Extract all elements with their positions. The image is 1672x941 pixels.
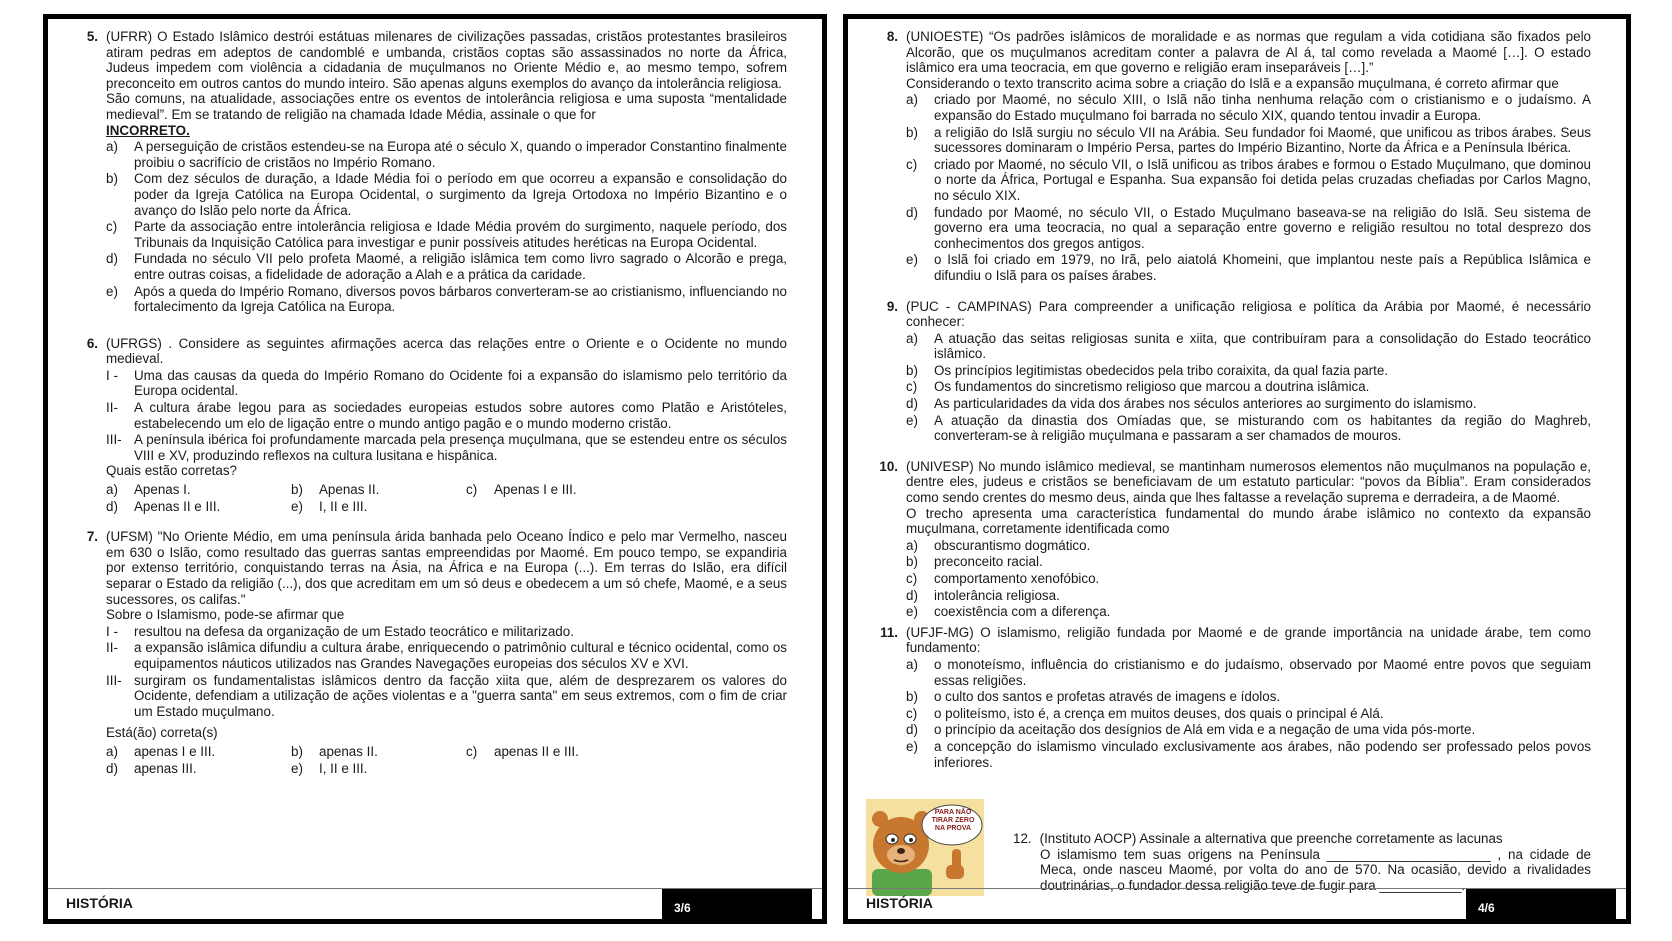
option-letter: c) (106, 219, 118, 235)
question-stem: (UFSM) "No Oriente Médio, em uma península árida banhada pelo Oceano Índico e pelo mar Vermelho, nasceu em 630 o Islão, como resultado das guerras santas empreendidas por Maomé. Em pouco tempo, se expandiria por extenso território, conquistando terras na Ásia, na África e na Europa (...). Em terras do Islão, era difícil separar o Estado da religião (...), dos que acreditam em um só deus e obedecem a um só chefe, Maomé, e a seus sucessores, os califas." (106, 529, 787, 607)
question-stem: (UFJF-MG) O islamismo, religião fundada por Maomé e de grande importância na unidade árabe, tem como fundamento: (906, 624, 1591, 656)
option-letter: e) (906, 738, 918, 754)
page-right (843, 14, 1631, 924)
question-emphasis: INCORRETO. (106, 122, 190, 138)
option-d[interactable] (906, 588, 1591, 604)
question-5 (68, 29, 787, 315)
option-letter: b) (291, 482, 303, 498)
option-letter: a) (106, 743, 118, 759)
statement-3 (106, 432, 787, 463)
question-number: 11. (880, 624, 898, 640)
option-d[interactable] (906, 205, 1591, 252)
option-e[interactable] (106, 284, 787, 315)
option-e[interactable] (291, 499, 466, 515)
question-stem: (Instituto AOCP) Assinale a alternativa que preenche corretamente as lacunas (1039, 831, 1503, 846)
option-letter: d) (106, 251, 118, 267)
page-right-content (868, 29, 1591, 775)
statement-1 (106, 368, 787, 399)
page-footer (848, 885, 1626, 919)
question-prompt: O trecho apresenta uma característica fundamental do mundo árabe islâmico no contexto da expansão muçulmana, corretamente identificada como (906, 505, 1591, 537)
option-text: o Islã foi criado em 1979, no Irã, pelo aiatolá Khomeini, que implantou neste país a República Islâmica e difundiu o Islã para os países árabes. (934, 252, 1591, 283)
option-letter: c) (466, 743, 478, 759)
option-letter: e) (291, 760, 303, 776)
option-letter: c) (906, 571, 918, 586)
option-text: As particularidades da vida dos árabes nos séculos anteriores ao surgimento do islamismo. (934, 396, 1477, 412)
option-text: comportamento xenofóbico. (934, 571, 1100, 586)
option-c[interactable] (906, 706, 1591, 722)
option-letter: d) (106, 498, 118, 514)
option-letter: c) (906, 705, 918, 721)
option-c[interactable] (906, 571, 1591, 587)
option-e[interactable] (906, 604, 1591, 620)
question-6 (68, 336, 787, 515)
option-letter: c) (906, 379, 918, 395)
option-letter: c) (466, 482, 478, 498)
option-b[interactable] (106, 171, 787, 218)
option-letter: d) (906, 396, 918, 412)
option-b[interactable] (906, 363, 1591, 379)
option-b[interactable] (906, 689, 1591, 705)
option-text: Os fundamentos do sincretismo religioso que marcou a doutrina islâmica. (934, 379, 1370, 395)
option-text: Apenas I. (134, 482, 191, 498)
question-number: 5. (86, 29, 98, 44)
option-d[interactable] (106, 499, 291, 515)
option-text: Com dez séculos de duração, a Idade Média foi o período em que ocorreu a expansão e consolidação do poder da Igreja Católica na Europa Ocidental, o surgimento da Igreja Ortodoxa no Império Bizantino e o avanço do Islão pelo norte da África. (134, 171, 787, 218)
mascot-illustration (866, 799, 984, 896)
option-text: o princípio da aceitação dos desígnios de Alá em vida e a negação de uma vida pós-morte. (934, 722, 1476, 738)
option-letter: b) (906, 124, 918, 140)
option-text: I, II e III. (319, 498, 368, 514)
statement-text: A península ibérica foi profundamente marcada pela presença muçulmana, que se estendeu entre os séculos VIII e XV, produzindo reflexos na cultura lusitana e hispânica. (134, 432, 787, 463)
question-prompt-2: Está(ão) correta(s) (106, 725, 218, 741)
option-text: Apenas I e III. (494, 482, 577, 498)
option-letter: e) (906, 412, 918, 428)
option-letter: a) (906, 92, 918, 108)
statement-text: surgiram os fundamentalistas islâmicos dentro da facção xiita que, além de desprezarem os valores do Ocidente, defendiam a utilização de ações violentas e a "guerra santa" em seus extremos, com o fim de criar um Estado muçulmano. (134, 672, 787, 719)
option-text: apenas III. (134, 760, 197, 776)
option-text: Os princípios legitimistas obedecidos pela tribo coraixita, da qual fazia parte. (934, 362, 1389, 378)
option-text: apenas II e III. (494, 743, 579, 759)
option-text: Apenas II e III. (134, 498, 221, 514)
option-text: a religião do Islã surgiu no século VII na Arábia. Seu fundador foi Maomé, que unificou as tribos árabes. Seus sucessores dominaram o Império Persa, partes do Império Bizantino, Norte da África e a Península Ibérica. (934, 124, 1591, 156)
page-left-content (68, 29, 787, 781)
option-text: fundado por Maomé, no século VII, o Estado Muçulmano baseava-se na religião do Islã. Seu sistema de governo era uma teocracia, no qual a separação entre governo e religião resultou no total desprezo dos conhecimentos dos gregos antigos. (934, 204, 1591, 251)
option-b[interactable] (906, 554, 1591, 570)
question-10 (868, 459, 1591, 620)
options-grid (106, 481, 787, 514)
option-letter: e) (106, 283, 118, 299)
question-prompt: Sobre o Islamismo, pode-se afirmar que (106, 607, 345, 623)
statement-label: II- (106, 400, 118, 416)
question-8 (868, 29, 1591, 284)
statement-label: III- (106, 432, 122, 448)
statement-text: a expansão islâmica difundiu a cultura árabe, enriquecendo o patrimônio cultural e técnico ocidental, como os equipamentos náuticos utilizados nas Grandes Navegações europeias dos séculos XV e XVI. (134, 640, 787, 671)
question-stem: (UFRGS) . Considere as seguintes afirmações acerca das relações entre o Oriente e o Ocidente no mundo medieval. (106, 335, 787, 367)
option-text: A atuação da dinastia dos Omíadas que, se misturando com os habitantes da região do Maghreb, converteram-se à religião muçulmana e passaram a ser chamados de mouros. (934, 412, 1591, 444)
option-e[interactable] (906, 739, 1591, 770)
option-letter: b) (106, 171, 118, 187)
option-d[interactable] (906, 722, 1591, 738)
option-text: o monoteísmo, influência do cristianismo e do judaísmo, observado por Maomé entre povos que seguiam essas religiões. (934, 656, 1591, 688)
option-letter: d) (906, 204, 918, 220)
question-number: 9. (886, 298, 898, 314)
option-letter: b) (906, 554, 918, 570)
statement-1 (106, 624, 787, 640)
option-a[interactable] (106, 744, 291, 760)
statement-text: A cultura árabe legou para as sociedades europeias estudos sobre autores como Platão e Aristóteles, estabelecendo um elo de ligação entre o mundo antigo pagão e o mundo moderno cristão. (134, 400, 787, 431)
option-d[interactable] (106, 251, 787, 282)
question-stem: (UNIVESP) No mundo islâmico medieval, se mantinham numerosos elementos não muçulmanos na população e, dentre eles, judeus e cristãos se beneficiavam de um estatuto particular: “povos da Bíblia”. Eram considerados como sendo crentes do mesmo deus, ainda que lhes faltasse a revelação suprema e derradeira, a de Maomé. (906, 458, 1591, 506)
option-b[interactable] (906, 125, 1591, 156)
option-letter: b) (906, 362, 918, 378)
page-left (43, 14, 827, 924)
option-c[interactable] (466, 744, 666, 760)
option-letter: a) (106, 139, 118, 155)
option-text: a concepção do islamismo vinculado exclusivamente aos árabes, não podendo ser professado pelos povos inferiores. (934, 738, 1591, 770)
statement-3 (106, 673, 787, 720)
footer-subject: HISTÓRIA (866, 895, 933, 911)
statement-label: I - (106, 367, 118, 383)
option-text: coexistência com a diferença. (934, 604, 1111, 620)
option-letter: a) (906, 656, 918, 672)
option-letter: d) (906, 722, 918, 738)
question-stem-2: São comuns, na atualidade, associações entre os eventos de intolerância religiosa e uma suposta “mentalidade medieval”. Em se tratando de religião na chamada Idade Média, assinale o que for (106, 91, 787, 122)
page-number: 3/6 (662, 889, 812, 919)
option-a[interactable] (906, 331, 1591, 362)
option-text: criado por Maomé, no século XIII, o Islã não tinha nenhuma relação com o cristianismo e o judaísmo. A expansão do Estado muçulmano foi barrada no século XIX, quando tentou invadir a Europa. (934, 92, 1591, 123)
option-b[interactable] (291, 744, 466, 760)
option-c[interactable] (906, 157, 1591, 204)
mascot-bubble-text: PARA NÃO TIRAR ZERO NA PROVA (931, 809, 975, 832)
option-a[interactable] (106, 482, 291, 498)
option-e[interactable] (906, 252, 1591, 283)
option-text: Apenas II. (319, 482, 380, 498)
options-grid (106, 743, 787, 776)
option-letter: c) (906, 156, 918, 172)
footer-subject: HISTÓRIA (66, 895, 133, 911)
question-stem: (UNIOESTE) “Os padrões islâmicos de moralidade e as normas que regulam a vida cotidiana são fixados pelo Alcorão, que os muçulmanos acreditam conter a palavra de Al á, tal como revelada a Maomé […]. O estado islâmico era uma teocracia, em que governo e religião eram inseparáveis […].” (906, 29, 1591, 76)
option-c[interactable] (906, 379, 1591, 395)
question-number: 6. (86, 335, 98, 351)
statement-2 (106, 400, 787, 431)
option-letter: a) (906, 330, 918, 346)
option-text: o politeísmo, isto é, a crença em muitos deuses, dos quais o principal é Alá. (934, 705, 1384, 721)
option-b[interactable] (291, 482, 466, 498)
statement-text: Uma das causas da queda do Império Romano do Ocidente foi a expansão do islamismo pelo território da Europa ocidental. (134, 367, 787, 399)
option-e[interactable] (291, 761, 466, 777)
option-text: I, II e III. (319, 760, 368, 776)
option-text: A atuação das seitas religiosas sunita e xiita, que contribuíram para a consolidação do Estado teocrático islâmico. (934, 330, 1591, 362)
statement-2 (106, 640, 787, 671)
option-letter: e) (291, 498, 303, 514)
question-number: 12. (1013, 831, 1032, 846)
question-stem: (UFRR) O Estado Islâmico destrói estátuas milenares de civilizações passadas, cristãos protestantes brasileiros atiram pedras em adeptos de candomblé e umbanda, cristãos coptas são assassinados no norte da África, Judeus impedem com violência a cidadania de muçulmanos no Oriente Médio e, ao mesmo tempo, sofrem preconceito em outros cantos do mundo inteiro. São apenas alguns exemplos do avanço da intolerância religiosa. (106, 29, 787, 91)
option-a[interactable] (906, 657, 1591, 688)
option-text: Fundada no século VII pelo profeta Maomé, a religião islâmica tem como livro sagrado o Alcorão e prega, entre outras coisas, a fidelidade de adoração a Alah e a prática da caridade. (134, 251, 787, 282)
option-letter: a) (106, 482, 118, 498)
option-text: intolerância religiosa. (934, 587, 1060, 603)
option-a[interactable] (906, 538, 1591, 554)
option-c[interactable] (106, 219, 787, 250)
question-stem: (PUC - CAMPINAS) Para compreender a unificação religiosa e política da Arábia por Maomé, é necessário conhecer: (906, 298, 1591, 330)
option-letter: e) (906, 604, 918, 620)
option-e[interactable] (906, 413, 1591, 444)
option-text: Após a queda do Império Romano, diversos povos bárbaros converteram-se ao cristianismo, influenciando no fortalecimento da Igreja Católica na Europa. (134, 283, 787, 315)
question-9 (868, 299, 1591, 444)
question-7 (68, 529, 787, 776)
question-number: 7. (86, 529, 98, 545)
statement-text: resultou na defesa da organização de um Estado teocrático e militarizado. (134, 623, 574, 639)
option-d[interactable] (106, 761, 291, 777)
question-prompt: Quais estão corretas? (106, 463, 237, 479)
option-a[interactable] (106, 139, 787, 170)
option-text: Parte da associação entre intolerância religiosa e Idade Média provém do surgimento, naquele período, dos Tribunais da Inquisição Católica para investigar e punir possíveis atitudes heréticas na Europa Ocidental. (134, 219, 787, 250)
option-text: preconceito racial. (934, 554, 1043, 570)
option-letter: b) (906, 689, 918, 705)
option-letter: d) (106, 760, 118, 776)
option-text: o culto dos santos e profetas através de imagens e ídolos. (934, 689, 1281, 705)
question-prompt: Considerando o texto transcrito acima sobre a criação do Islã e a expansão muçulmana, é correto afirmar que (906, 75, 1559, 91)
option-letter: e) (906, 252, 918, 268)
option-letter: a) (906, 537, 918, 553)
option-letter: b) (291, 743, 303, 759)
option-text: A perseguição de cristãos estendeu-se na Europa até o século X, quando o imperador Constantino finalmente proibiu o sacrifício de cristãos no Império Romano. (134, 139, 787, 170)
page-footer (48, 885, 822, 919)
option-c[interactable] (466, 482, 666, 498)
page-number: 4/6 (1466, 889, 1616, 919)
question-11 (868, 625, 1591, 770)
question-number: 10. (879, 458, 898, 474)
option-d[interactable] (906, 396, 1591, 412)
option-text: criado por Maomé, no século VII, o Islã unificou as tribos árabes e formou o Estado Muçulmano, que dominou o norte da África, Portugal e Espanha. Sua expansão foi detida pelas cruzadas chefiadas por Carlos Magno, no século XIX. (934, 156, 1591, 203)
option-text: obscurantismo dogmático. (934, 537, 1091, 553)
option-text: apenas II. (319, 743, 378, 759)
question-body: O islamismo tem suas origens na Península ______________________ , na cidade de Meca, onde nasceu Maomé, por volta do ano de 570. Na ocasião, devido a rivalidades doutrinárias, o fundador dessa religião teve de fugir para ___________. (1040, 846, 1591, 893)
statement-label: III- (106, 672, 122, 688)
statement-label: I - (106, 623, 118, 639)
question-number: 8. (886, 29, 898, 44)
option-text: apenas I e III. (134, 743, 216, 759)
option-letter: d) (906, 587, 918, 603)
statement-label: II- (106, 640, 118, 656)
option-a[interactable] (906, 92, 1591, 123)
